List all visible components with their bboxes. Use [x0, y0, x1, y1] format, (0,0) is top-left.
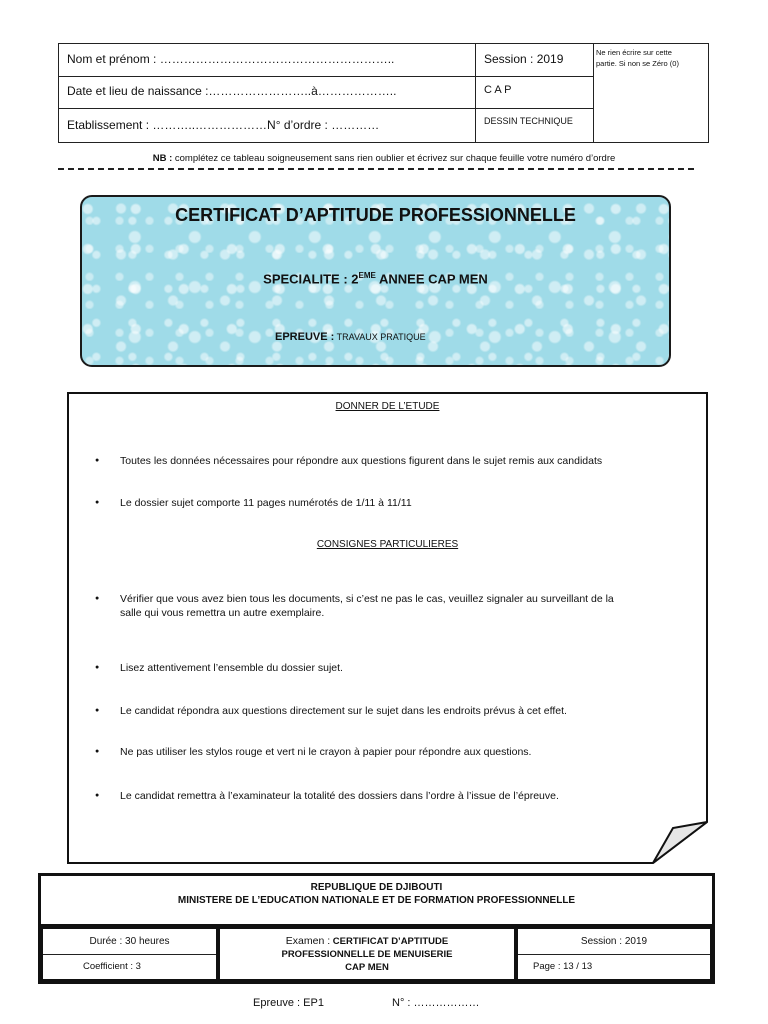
- cell-divider: [518, 954, 710, 955]
- duration-cell: [41, 927, 218, 981]
- exam-line: CAP MEN: [345, 962, 389, 973]
- exam-line: PROFESSIONNELLE DE MENUISERIE: [281, 949, 453, 960]
- speciality-suffix: ANNEE CAP MEN: [375, 271, 488, 287]
- session-cell: [516, 927, 712, 981]
- cell-divider: [43, 954, 216, 955]
- list-item-text: ● Le dossier sujet comporte 11 pages numérotés de 1/11 à 11/11: [120, 497, 412, 509]
- session-text: Session : 2019: [580, 936, 648, 947]
- session-label: Session : 2019: [484, 52, 564, 66]
- coefficient-text: Coefficient : 3: [83, 961, 141, 972]
- nb-instruction: [0, 153, 768, 164]
- study-section-title: DONNER DE L’ETUDE: [335, 401, 440, 412]
- epreuve-line: [275, 331, 426, 343]
- list-item: [95, 592, 635, 620]
- title-banner: [80, 195, 671, 367]
- list-item: [95, 704, 655, 718]
- page-number: Page : 13 / 13: [533, 961, 593, 972]
- list-item-text: ● Lisez attentivement l’ensemble du dossier sujet.: [120, 662, 343, 674]
- reserved-note: [596, 47, 679, 69]
- table-divider: [475, 44, 476, 142]
- reserved-note-line: partie. Si non se Zéro (0): [596, 59, 679, 68]
- list-item-text: ● Vérifier que vous avez bien tous les documents, si c’est ne pas le cas, veuillez signaler au surveillant de la salle qui vous remettra un autre exemplaire.: [120, 593, 614, 619]
- exam-prefix: Examen :: [285, 935, 331, 947]
- school-field[interactable]: Etablissement : ………..………………N° d’ordre : …………: [67, 118, 380, 132]
- nb-text: complétez ce tableau soigneusement sans rien oublier et écrivez sur chaque feuille votre numéro d’ordre: [172, 153, 616, 164]
- instructions-section-title: CONSIGNES PARTICULIERES: [316, 539, 459, 550]
- exam-info-table: [38, 927, 715, 984]
- birth-field[interactable]: Date et lieu de naissance :……………………..à………………..: [67, 84, 397, 98]
- duration-text: Durée : 30 heures: [89, 936, 170, 947]
- exam-line: CERTIFICAT D’APTITUDE: [330, 936, 449, 947]
- epreuve-label: EPREUVE :: [275, 331, 335, 343]
- exam-cell: [218, 927, 516, 981]
- speciality-prefix: SPECIALITE : 2: [263, 271, 359, 287]
- candidate-number-field[interactable]: N° : ………………: [392, 997, 480, 1009]
- table-divider: [59, 76, 593, 77]
- name-field[interactable]: Nom et prénom : …………………………………………………..: [67, 52, 395, 66]
- list-item: [95, 745, 655, 759]
- list-item-text: ● Le candidat répondra aux questions directement sur le sujet dans les endroits prévus à cet effet.: [120, 705, 567, 717]
- certificate-title: CERTIFICAT D’APTITUDE PROFESSIONNELLE: [175, 205, 576, 225]
- list-item-text: ● Toutes les données nécessaires pour répondre aux questions figurent dans le sujet remis aux candidats: [120, 455, 603, 467]
- table-divider: [593, 44, 594, 142]
- list-item: [95, 496, 655, 510]
- speciality-sup: EME: [358, 271, 376, 280]
- list-item: [95, 789, 655, 803]
- country-name: REPUBLIQUE DE DJIBOUTI: [310, 882, 443, 893]
- cut-line: [58, 168, 694, 170]
- list-item: [95, 661, 655, 675]
- candidate-info-table: [58, 43, 709, 143]
- list-item: [95, 454, 655, 468]
- epreuve-value: TRAVAUX PRATIQUE: [334, 332, 426, 342]
- subject-label: DESSIN TECHNIQUE: [484, 116, 573, 126]
- epreuve-code: Epreuve : EP1: [253, 997, 324, 1009]
- list-item-text: ● Ne pas utiliser les stylos rouge et vert ni le crayon à papier pour répondre aux questions.: [120, 746, 532, 758]
- ministry-header: [38, 873, 715, 927]
- ministry-name: MINISTERE DE L’EDUCATION NATIONALE ET DE FORMATION PROFESSIONNELLE: [177, 895, 576, 906]
- reserved-note-line: Ne rien écrire sur cette: [596, 48, 672, 57]
- table-divider: [59, 108, 593, 109]
- speciality-line: [82, 271, 669, 286]
- exam-label: C A P: [484, 84, 512, 96]
- nb-prefix: NB :: [152, 153, 173, 164]
- exam-text: [220, 935, 514, 974]
- instruction-sheet: [67, 392, 708, 864]
- list-item-text: ● Le candidat remettra à l’examinateur la totalité des dossiers dans l’ordre à l’issue de l’épreuve.: [120, 790, 559, 802]
